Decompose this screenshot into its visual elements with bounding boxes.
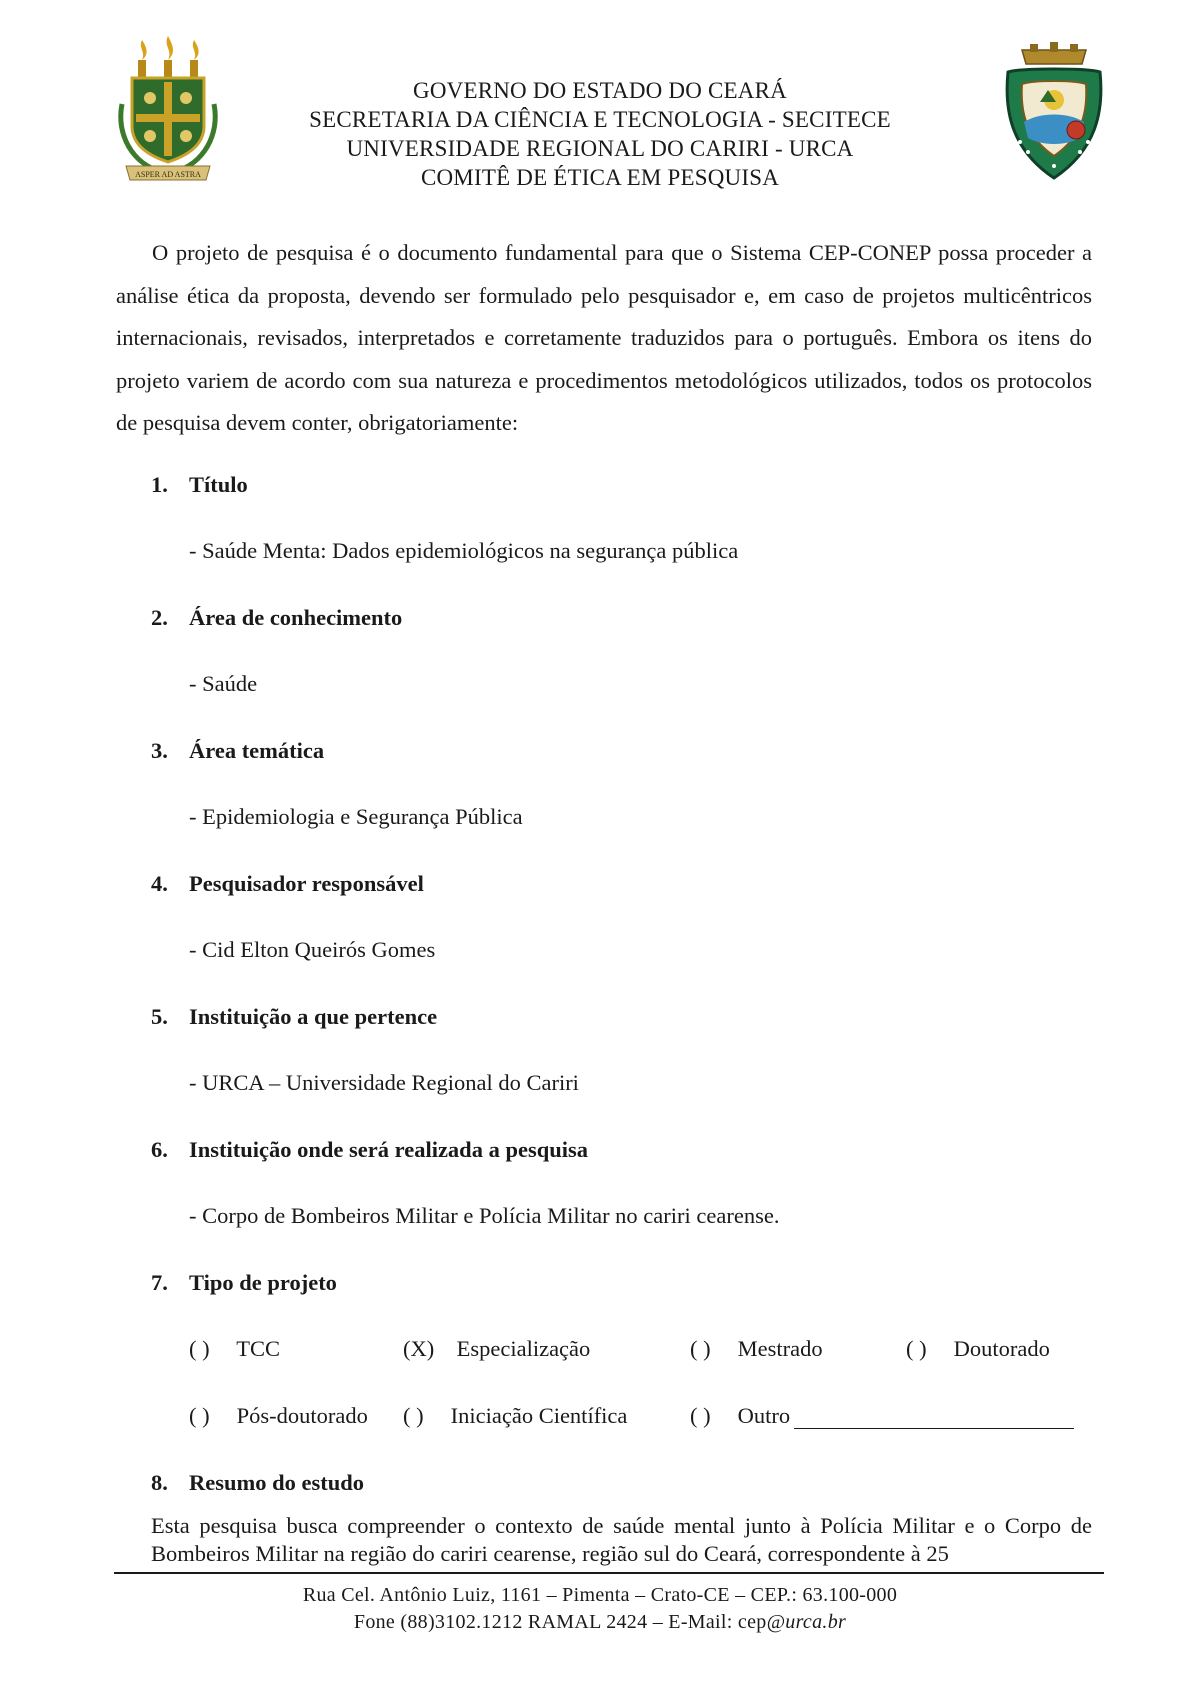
footer-phone-email: Fone (88)3102.1212 RAMAL 2424 – E-Mail: cep — [353, 1611, 767, 1633]
option-label: Especialização — [456, 1336, 591, 1361]
option-checkbox-checked[interactable]: (X) — [403, 1336, 435, 1361]
option-iniciacao-cientifica[interactable] — [403, 1403, 627, 1429]
option-label: Outro — [737, 1403, 791, 1428]
section-label: Instituição a que pertence — [189, 1004, 438, 1029]
section-label: Pesquisador responsável — [189, 871, 424, 896]
footer-address: Rua Cel. Antônio Luiz, 1161 – Pimenta – Crato-CE – CEP.: 63.100-000 — [302, 1584, 898, 1606]
other-specify-field[interactable] — [794, 1406, 1074, 1429]
option-doutorado[interactable] — [906, 1336, 1050, 1362]
section-answer-instituicao: - URCA – Universidade Regional do Cariri — [189, 1070, 579, 1095]
option-label: Iniciação Científica — [450, 1403, 628, 1428]
section-label: Área de conhecimento — [189, 605, 403, 630]
section-title-tipo-projeto — [151, 1270, 337, 1296]
footer-email-domain[interactable]: @urca.br — [766, 1611, 847, 1633]
option-pos-doutorado[interactable] — [189, 1403, 368, 1429]
section-number: 8. — [151, 1470, 168, 1495]
section-label: Instituição onde será realizada a pesquisa — [189, 1137, 588, 1162]
section-title-area-tematica — [151, 738, 324, 764]
option-checkbox[interactable]: ( ) — [189, 1403, 210, 1428]
section-label: Resumo do estudo — [189, 1470, 365, 1495]
header-line-university: UNIVERSIDADE REGIONAL DO CARIRI - URCA — [346, 136, 854, 161]
option-mestrado[interactable] — [690, 1336, 823, 1362]
section-label: Título — [189, 472, 248, 497]
section-title-instituicao — [151, 1004, 437, 1030]
footer-divider — [114, 1572, 1104, 1574]
section-title-area-conhecimento — [151, 605, 402, 631]
section-answer-local-pesquisa: - Corpo de Bombeiros Militar e Polícia Militar no cariri cearense. — [189, 1203, 780, 1228]
option-tcc[interactable] — [189, 1336, 280, 1362]
page-footer — [200, 1582, 1000, 1636]
option-label: TCC — [236, 1336, 280, 1361]
summary-paragraph: Esta pesquisa busca compreender o contexto de saúde mental junto à Polícia Militar e o Corpo de Bombeiros Militar na região do cariri cearense, região sul do Ceará, correspondente à 25 — [151, 1513, 1092, 1566]
section-answer-titulo: - Saúde Menta: Dados epidemiológicos na segurança pública — [189, 538, 739, 563]
footer-contact — [200, 1609, 1000, 1636]
intro-paragraph: O projeto de pesquisa é o documento fundamental para que o Sistema CEP-CONEP possa proceder a análise ética da proposta, devendo ser formulado pelo pesquisador e, em caso de projetos multicêntricos internacionais, revisados, interpretados e corretamente traduzidos para o português. Embora os itens do projeto variem de acordo com sua natureza e procedimentos metodológicos utilizados, todos os protocolos de pesquisa devem conter, obrigatoriamente: — [116, 240, 1092, 435]
header-line-committee: COMITÊ DE ÉTICA EM PESQUISA — [420, 165, 780, 190]
option-checkbox[interactable]: ( ) — [189, 1336, 210, 1361]
option-checkbox[interactable]: ( ) — [690, 1403, 711, 1428]
section-number: 7. — [151, 1270, 168, 1295]
section-number: 5. — [151, 1004, 168, 1029]
section-title-pesquisador — [151, 871, 424, 897]
ceara-state-shield-icon — [1000, 42, 1108, 182]
header-line-government: GOVERNO DO ESTADO DO CEARÁ — [413, 78, 787, 103]
section-title-resumo — [151, 1470, 364, 1496]
option-checkbox[interactable]: ( ) — [690, 1336, 711, 1361]
section-number: 4. — [151, 871, 168, 896]
section-number: 1. — [151, 472, 168, 497]
option-label: Mestrado — [737, 1336, 823, 1361]
section-number: 3. — [151, 738, 168, 763]
option-label: Pós-doutorado — [236, 1403, 368, 1428]
section-answer-area-tematica: - Epidemiologia e Segurança Pública — [189, 804, 523, 829]
section-label: Tipo de projeto — [189, 1270, 337, 1295]
header-line-secretariat: SECRETARIA DA CIÊNCIA E TECNOLOGIA - SECITECE — [309, 107, 891, 132]
section-answer-pesquisador: - Cid Elton Queirós Gomes — [189, 937, 436, 962]
section-number: 2. — [151, 605, 168, 630]
institution-header — [220, 76, 980, 192]
section-title-local-pesquisa — [151, 1137, 588, 1163]
section-title-titulo — [151, 472, 248, 498]
section-number: 6. — [151, 1137, 168, 1162]
option-outro[interactable] — [690, 1403, 1074, 1429]
urca-coat-of-arms-icon — [112, 34, 224, 184]
section-answer-area-conhecimento: - Saúde — [189, 671, 258, 696]
option-checkbox[interactable]: ( ) — [906, 1336, 927, 1361]
emblem-motto: ASPER AD ASTRA — [135, 170, 201, 179]
option-especializacao[interactable] — [403, 1336, 590, 1362]
section-label: Área temática — [189, 738, 325, 763]
option-checkbox[interactable]: ( ) — [403, 1403, 424, 1428]
option-label: Doutorado — [953, 1336, 1050, 1361]
